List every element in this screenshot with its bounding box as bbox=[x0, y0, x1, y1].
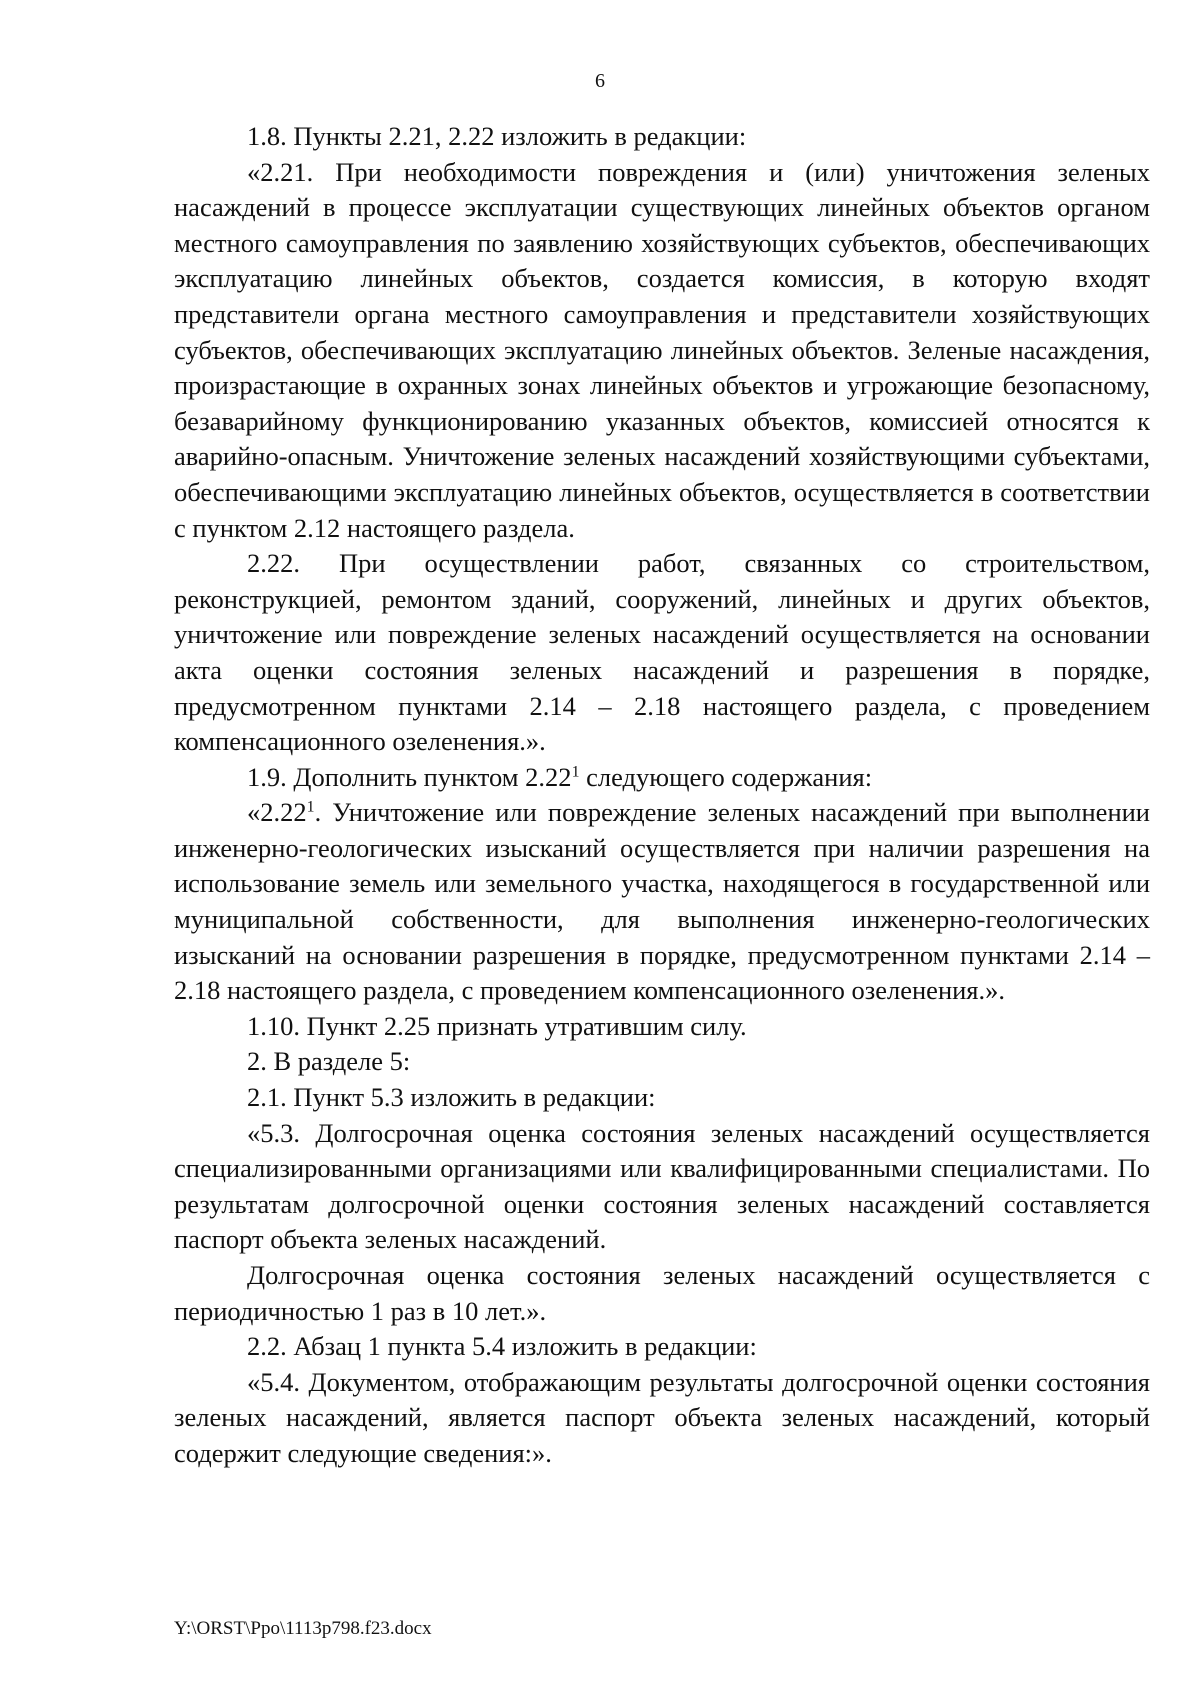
paragraph-2: 2. В разделе 5: bbox=[247, 1046, 411, 1077]
paragraph-2-2: 2.2. Абзац 1 пункта 5.4 изложить в редакции: bbox=[247, 1331, 757, 1362]
paragraph-1-9-text-end: следующего содержания: bbox=[579, 761, 873, 792]
paragraph-2-22: 2.22. При осуществлении работ, связанных со строительством, реконструкцией, ремонтом зданий, сооружений, линейных и других объектов, уничтожение или повреждение зеленых насаждений осуществляется на основании акта оценки состояния зеленых насаждений и разрешения в порядке, предусмотренном пунктами 2.14 – 2.18 настоящего раздела, с проведением компенсационного озеленения.». bbox=[174, 548, 1150, 757]
paragraph-5-3: «5.3. Долгосрочная оценка состояния зеленых насаждений осуществляется специализированными организациями или квалифицированными специалистами. По результатам долгосрочной оценки состояния зеленых насаждений составляется паспорт объекта зеленых насаждений. bbox=[174, 1117, 1150, 1255]
paragraph-1-8: 1.8. Пункты 2.21, 2.22 изложить в редакции: bbox=[247, 121, 747, 151]
paragraph-1-9-text: 1.9. Дополнить пунктом 2.22 bbox=[247, 761, 572, 792]
paragraph-2-1: 2.1. Пункт 5.3 изложить в редакции: bbox=[247, 1082, 656, 1113]
paragraph-2-22-1-start: «2.22 bbox=[247, 797, 307, 828]
document-body bbox=[174, 119, 1150, 1472]
paragraph-2-21: «2.21. При необходимости повреждения и (или) уничтожения зеленых насаждений в процессе эксплуатации существующих линейных объектов органом местного самоуправления по заявлению хозяйствующих субъектов, обеспечивающих эксплуатацию линейных объектов, создается комиссия, в которую входят представители органа местного самоуправления и представители хозяйствующих субъектов, обеспечивающих эксплуатацию линейных объектов. Зеленые насаждения, произрастающие в охранных зонах линейных объектов и угрожающие безопасному, безаварийному функционированию указанных объектов, комиссией относятся к аварийно-опасным. Уничтожение зеленых насаждений хозяйствующими субъектами, обеспечивающими эксплуатацию линейных объектов, осуществляется в соответствии с пунктом 2.12 настоящего раздела. bbox=[174, 156, 1150, 543]
paragraph-5-4: «5.4. Документом, отображающим результаты долгосрочной оценки состояния зеленых насаждений, является паспорт объекта зеленых насаждений, который содержит следующие сведения:». bbox=[174, 1366, 1150, 1468]
file-path-footer: Y:\ORST\Ppo\1113p798.f23.docx bbox=[174, 1618, 432, 1639]
superscript: 1 bbox=[306, 798, 315, 816]
page-number: 6 bbox=[595, 70, 605, 92]
paragraph-1-9 bbox=[174, 760, 1150, 796]
paragraph-2-22-1 bbox=[174, 795, 1150, 1009]
paragraph-1-10: 1.10. Пункт 2.25 признать утратившим силу. bbox=[247, 1010, 747, 1041]
paragraph-5-3-periodicity: Долгосрочная оценка состояния зеленых насаждений осуществляется с периодичностью 1 раз в 10 лет.». bbox=[174, 1260, 1150, 1326]
paragraph-2-22-1-text: . Уничтожение или повреждение зеленых насаждений при выполнении инженерно-геологических изысканий осуществляется при наличии разрешения на использование земель или земельного участка, находящегося в государственной или муниципальной собственности, для выполнения инженерно-геологических изысканий на основании разрешения в порядке, предусмотренном пунктами 2.14 – 2.18 настоящего раздела, с проведением компенсационного озеленения.». bbox=[174, 797, 1150, 1006]
superscript: 1 bbox=[571, 763, 580, 781]
